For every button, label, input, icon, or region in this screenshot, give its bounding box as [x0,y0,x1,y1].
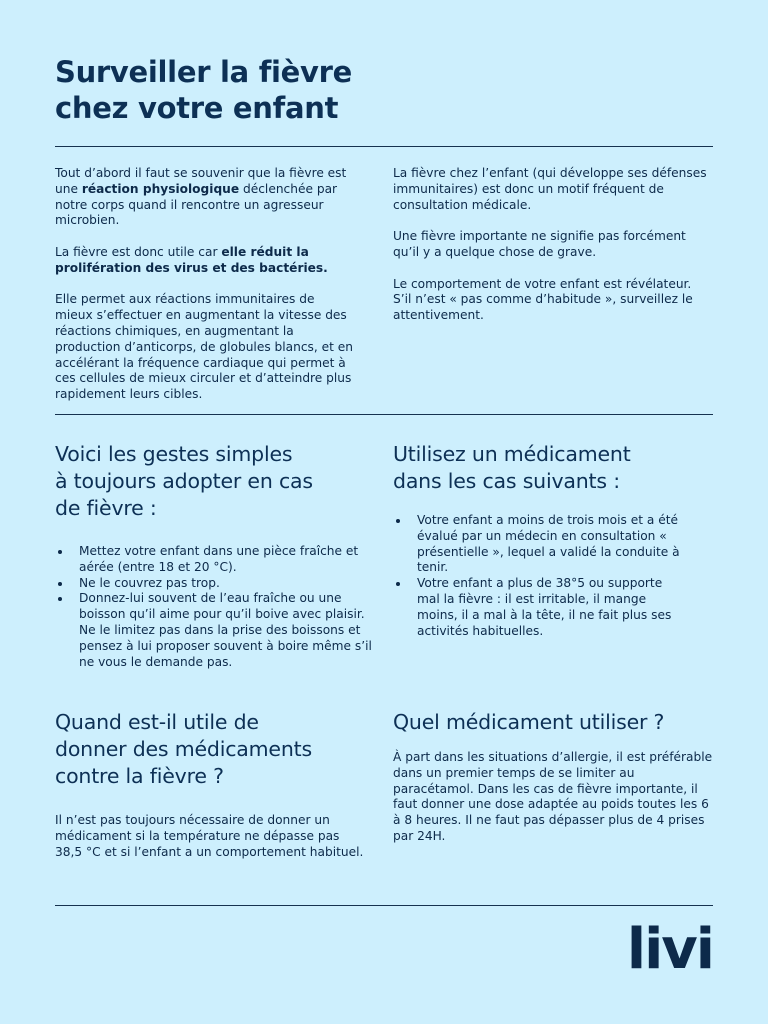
logo-text: livi [626,922,713,972]
quand-heading: Quand est-il utile de donner des médicaments contre la fièvre ? [55,710,312,788]
gestes-heading: Voici les gestes simples à toujours adopter en cas de fièvre : [55,442,313,520]
intro-paragraph-2: La fièvre est donc utile car elle réduit la prolifération des virus et des bactéries. [55,244,328,275]
title-line-1: Surveiller la fièvre [55,55,352,89]
intro-right-column [393,166,713,340]
divider-bottom [55,905,713,906]
quel-text: À part dans les situations d’allergie, il est préférable dans un premier temps de se limiter au paracétamol. Dans les cas de fièvre importante, il faut donner une dose adaptée au poids toutes les 6 à 8 heures. Il ne faut pas dépasser plus de 4 prises par 24H. [393,750,713,843]
divider-middle [55,414,713,415]
title-line-2: chez votre enfant [55,91,339,125]
intro-right-paragraph-2: Une fièvre importante ne signifie pas forcément qu’il y a quelque chose de grave. [393,229,686,259]
intro-left-column [55,166,355,419]
emphasis-physiologique: réaction physiologique [81,181,240,196]
livi-logo [615,922,713,972]
list-item: Mettez votre enfant dans une pièce fraîche et aérée (entre 18 et 20 °C). [55,544,375,576]
emphasis-proliferation: elle réduit la prolifération des virus et des bactéries. [55,244,328,275]
list-item: Votre enfant a moins de trois mois et a été évalué par un médecin en consultation « présentielle », lequel a validé la conduite à tenir. [393,513,683,576]
medicament-cas-list [393,513,683,639]
gestes-list [55,544,375,670]
page-title [55,54,475,126]
quel-heading: Quel médicament utiliser ? [393,710,665,734]
list-item: Ne le couvrez pas trop. [55,576,375,592]
medicament-cas-heading: Utilisez un médicament dans les cas suivants : [393,442,631,493]
list-item: Donnez-lui souvent de l’eau fraîche ou une boisson qu’il aime pour qu’il boive avec plaisir. Ne le limitez pas dans la prise des boissons et pensez à lui proposer souvent à boire même s’il ne vous le demande pas. [55,591,375,670]
intro-paragraph-1: Tout d’abord il faut se souvenir que la fièvre est une réaction physiologique déclenchée par notre corps quand il rencontre un agresseur microbien. [55,166,347,228]
quand-text: Il n’est pas toujours nécessaire de donner un médicament si la température ne dépasse pas 38,5 °C et si l’enfant a un comportement habituel. [55,813,364,859]
intro-right-paragraph-3: Le comportement de votre enfant est révélateur. S’il n’est « pas comme d’habitude », surveillez le attentivement. [393,276,693,323]
list-item: Votre enfant a plus de 38°5 ou supporte mal la fièvre : il est irritable, il mange moins, il a mal à la tête, il ne fait plus ses activités habituelles. [393,576,683,639]
intro-right-paragraph-1: La fièvre chez l’enfant (qui développe ses défenses immunitaires) est donc un motif fréquent de consultation médicale. [393,166,707,212]
divider-top [55,146,713,147]
intro-paragraph-3: Elle permet aux réactions immunitaires de mieux s’effectuer en augmentant la vitesse des réactions chimiques, en augmentant la production d’anticorps, de globules blancs, et en accélérant la fréquence cardiaque qui permet à ces cellules de mieux circuler et d’atteindre plus rapidement leurs cibles. [55,292,354,402]
